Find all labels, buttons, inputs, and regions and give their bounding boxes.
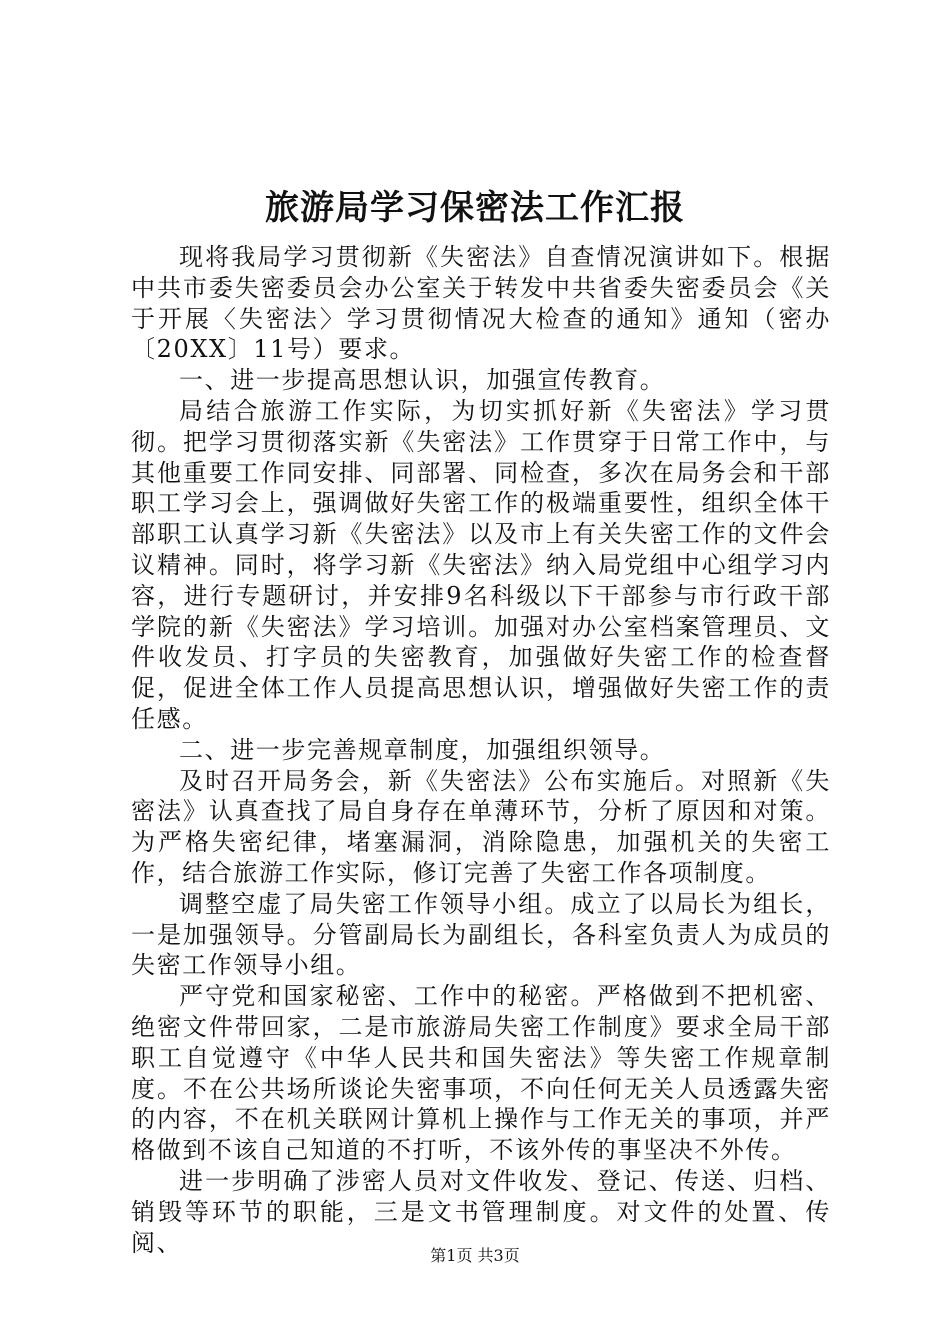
paragraph-section-1: 局结合旅游工作实际，为切实抓好新《失密法》学习贯彻。把学习贯彻落实新《失密法》工作贯穿于日常工作中，与其他重要工作同安排、同部署、同检查，多次在局务会和干部职工学习会上，强调做好失密工作的极端重要性，组织全体干部职工认真学习新《失密法》以及市上有关失密工作的文件会议精神。同时，将学习新《失密法》纳入局党组中心组学习内容，进行专题研讨，并安排9名科级以下干部参与市行政干部学院的新《失密法》学习培训。加强对办公室档案管理员、文件收发员、打字员的失密教育，加强做好失密工作的检查督促，促进全体工作人员提高思想认识，增强做好失密工作的责任感。	[131, 396, 831, 733]
section-heading-2: 二、进一步完善规章制度，加强组织领导。	[179, 735, 666, 764]
paragraph-section-2: 及时召开局务会，新《失密法》公布实施后。对照新《失密法》认真查找了局自身存在单薄环节，分析了原因和对策。为严格失密纪律，堵塞漏洞，消除隐患，加强机关的失密工作，结合旅游工作实际，修订完善了失密工作各项制度。	[131, 766, 831, 887]
paragraph-leadership: 调整空虚了局失密工作领导小组。成立了以局长为组长，一是加强领导。分管副局长为副组长，各科室负责人为成员的失密工作领导小组。	[131, 889, 831, 980]
section-heading-1: 一、进一步提高思想认识，加强宣传教育。	[179, 366, 666, 395]
page-footer: 第1页 共3页	[430, 1246, 520, 1265]
document-body	[131, 242, 831, 1258]
paragraph-secrecy-rules: 严守党和国家秘密、工作中的秘密。严格做到不把机密、绝密文件带回家，二是市旅游局失密工作制度》要求全局干部职工自觉遵守《中华人民共和国失密法》等失密工作规章制度。不在公共场所谈论失密事项，不向任何无关人员透露失密的内容，不在机关联网计算机上操作与工作无关的事项，并严格做到不该自己知道的不打听，不该外传的事坚决不外传。	[131, 982, 831, 1165]
document-title: 旅游局学习保密法工作汇报	[265, 188, 685, 228]
paragraph-intro: 现将我局学习贯彻新《失密法》自查情况演讲如下。根据中共市委失密委员会办公室关于转发中共省委失密委员会《关于开展〈失密法〉学习贯彻情况大检查的通知》通知（密办〔20XX〕11号）要求。	[131, 243, 831, 364]
paragraph-document-management: 进一步明确了涉密人员对文件收发、登记、传送、归档、销毁等环节的职能，三是文书管理制度。对文件的处置、传阅、	[131, 1166, 831, 1257]
